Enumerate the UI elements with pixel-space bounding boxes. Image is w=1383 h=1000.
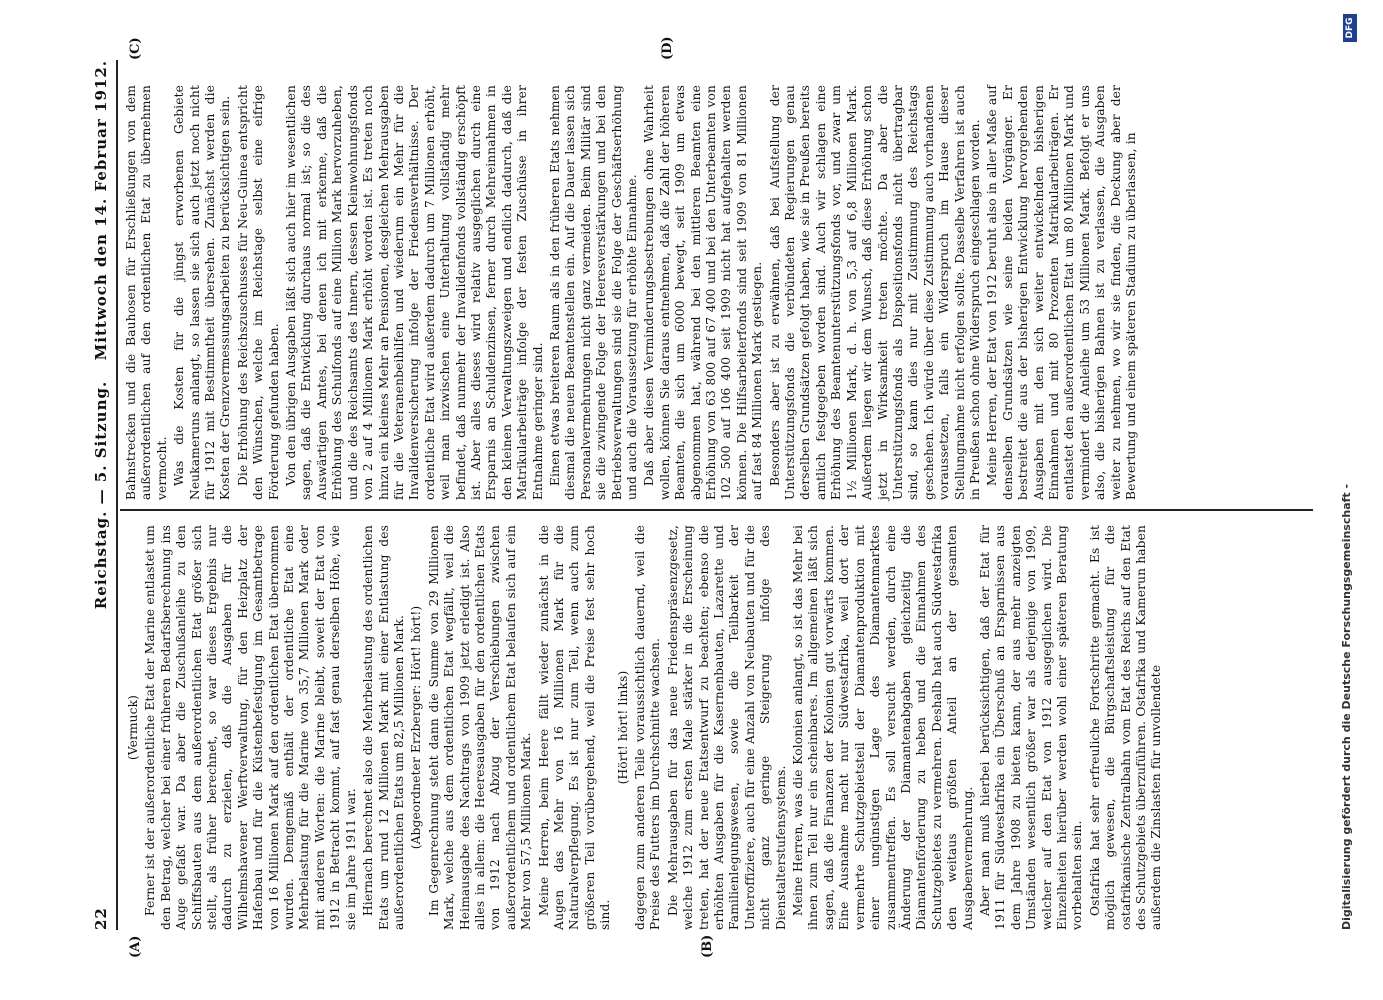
paragraph: Ostafrika hat sehr erfreuliche Fortschritte gemacht. Es ist möglich gewesen, die Bürgschaftsleistung für die ostafrikanische Zentralbahn vom Etat des Reichs auf den Etat des Schutzgebiets überzuführen. Ostafrika und Kamerun haben außerdem die Zinslasten für unvollendete bbox=[1087, 525, 1164, 930]
paragraph: Einen etwas breiteren Raum als in den früheren Etats nehmen diesmal die neuen Beamtenstellen ein. Auf die Dauer lassen sich Personalvermehrungen nicht ganz vermeiden. Beim Militär sind sie die zwingende Folge der Heeresverstärkungen und bei den Betriebsverwaltungen sind sie die Folge der Geschäftserhöhung und auch die Voraussetzung für erhöhte Einnahme. bbox=[547, 85, 639, 500]
margin-marker-c: (C) bbox=[128, 37, 143, 60]
paragraph: Daß aber diesen Verminderungsbestrebungen ohne Wahrheit wollen, können Sie daraus entnehmen, daß die Zahl der höheren Beamten, die sich um 6000 bewegt, seit 1909 um etwas abgenommen hat, während bei den mittleren Beamten eine Erhöhung von 63 800 auf 67 400 und bei den Unterbeamten von 102 500 auf 106 400 seit 1909 nicht hat aufgehalten werden können. Die Hilfsarbeiterfonds sind seit 1909 von 81 Millionen auf fast 84 Millionen Mark gestiegen. bbox=[642, 85, 765, 500]
column-rule bbox=[120, 509, 1313, 511]
paragraph: Die Erhöhung des Reichszuschusses für Neu-Guinea entspricht den Wünschen, welche im Reichstage selbst eine eifrige Förderung gefunden haben. bbox=[235, 85, 281, 500]
margin-marker-b: (B) bbox=[700, 934, 715, 958]
interjection: (Abgeordneter Erzberger: Hört! hört!) bbox=[409, 605, 424, 850]
paragraph: (Vermuck) bbox=[126, 694, 140, 761]
paragraph: Hiernach berechnet also die Mehrbelastung des ordentlichen Etats um rund 12 Millionen Mark mit einer Entlastung des außerordentlichen Etats um 82,5 Millionen Mark. bbox=[361, 525, 406, 930]
paragraph: Aber man muß hierbei berücksichtigen, daß der Etat für 1911 für Südwestafrika ein Überschuß an Ersparnissen aus dem Jahre 1908 zu bieten kann, der aus mehr anzeigten Umständen wesentlich größer war als derjenige von 1909, welcher auf den Etat von 1912 ausgeglichen wird. Die Einzelheiten hierüber werden wohl einer späteren Beratung vorbehalten sein. bbox=[977, 525, 1085, 930]
right-column bbox=[124, 85, 1301, 500]
paragraph: dagegen zum anderen Teile voraussichtlich dauernd, weil die Preise des Futters im Durchschnitte wachsen. bbox=[633, 525, 663, 930]
paragraph: Meine Herren, der Etat von 1912 beruht also in aller Maße auf denselben Grundsätzen wie seine beiden Vorgänger. Er bestreitet die aus der bisherigen Entwicklung hervorgehenden Ausgaben mit den sich weiter entwickelnden bisherigen Einnahmen und mit 80 Prozenten Matrikularbeiträgen. Er entlastet den außerordentlichen Etat um 80 Millionen Mark und vermindert die Anleihe um 53 Millionen Mark. Befolgt er uns also, die bisherigen Bahnen ist zu verlassen, die Ausgaben weiter zu nehmen, wo wir sie finden, die Deckung aber der Bewertung und einem späteren Stadium zu überlassen, in bbox=[985, 85, 1138, 500]
paragraph: Meine Herren, beim Heere fällt wieder zunächst in die Augen das Mehr von 16 Millionen Mark für die Naturalverpflegung. Es ist nur zum Teil, wenn auch zum größeren Teil vorübergehend, weil die Preise fest sehr hoch sind. bbox=[536, 525, 613, 930]
digitization-credit: Digitalisierung gefördert durch die Deutsche Forschungsgemeinschaft - bbox=[1340, 483, 1353, 930]
page-title: Reichstag. — 5. Sitzung. bbox=[92, 380, 110, 610]
page-header bbox=[92, 60, 114, 930]
left-column bbox=[124, 525, 1301, 930]
paragraph: Meine Herren, was die Kolonien anlangt, so ist das Mehr bei ihnen zum Teil nur ein scheinbares. Im allgemeinen läßt sich sagen, daß die Finanzen der Kolonien gut vorwärts kommen. Eine Ausnahme macht nur Südwestafrika, weil dort der vermehrte Schutzgebietsteil der Diamantenproduktion mit einer ungünstigen Lage des Diamantenmarktes zusammentreffen. Es soll versucht werden, durch eine Änderung der Diamantenabgaben gleichzeitig die Diamantenförderung zu heben und die Einnahmen des Schutzgebietes zu vermehren. Deshalb hat auch Südwestafrika den weitaus größten Anteil an der gesamten Ausgabenvermehrung. bbox=[791, 525, 975, 930]
paragraph: Bahnstrecken und die Bauhosen für Erschließungen von dem außerordentlichen auf den ordentlichen Etat zu übernehmen vermocht. bbox=[124, 85, 169, 500]
paragraph: Von den übrigen Ausgaben läßt sich auch hier im wesentlichen sagen, daß die Entwicklung durchaus normal ist; so die des Auswärtigen Amtes, bei denen ich mit erkenne, daß die Erhöhung des Schulfonds auf eine Million Mark hervorzuheben, und die des Reichsamts des Innern, dessen Kleinwohnungsfonds von 2 auf 4 Millionen Mark erhöht worden ist. Es treten noch hinzu ein kleines Mehr an Pensionen, desgleichen Mehrausgaben für die Veteranenbeihilfen und wiederum ein Mehr für die Invalidenversicherung infolge der Friedensverhältnisse. Der ordentliche Etat wird außerdem dadurch um 7 Millionen erhöht, weil man inzwischen eine Unterhaltung vollständig mehr befindet, daß nunmehr der Invalidenfonds vollständig erschöpft ist. Aber alles dieses wird relativ ausgeglichen durch eine Ersparnis an Schuldenzinsen, ferner durch Mehreinnahmen in den kleinen Verwaltungszweigen und endlich dadurch, daß die Matrikularbeiträge infolge der festen Zuschüsse in ihrer Entnahme geringer sind. bbox=[284, 85, 545, 500]
paragraph: Die Mehrausgaben für das neue Friedenspräsenzgesetz, welche 1912 zum ersten Male stärker in die Erscheinung treten, hat der neue Etatsentwurf zu beachten; ebenso die erhöhten Ausgaben für die Kasernenbauten, Lazarette und Familienlegungswesen, sowie die Teilbarkeit der Unteroffiziere, auch für eine Anzahl von Neubauten und für die nicht ganz geringe Steigerung infolge des Dienstalterstufensystems. bbox=[665, 525, 788, 930]
interjection: (Hört! hört! links) bbox=[615, 670, 630, 785]
margin-marker-d: (D) bbox=[660, 36, 675, 60]
paragraph: Was die Kosten für die jüngst erworbenen Gebiete Neukameruns anlangt, so lassen sie sich auch jetzt noch nicht für 1912 mit Bestimmtheit übersehen. Zunächst werden die Kosten der Grenzvermessungsarbeiten zu berücksichtigen sein. bbox=[172, 85, 233, 500]
paragraph: Im Gegenrechnung steht dann die Summe von 29 Millionen Mark, welche aus dem ordentlichen Etat wegfällt, weil die Heimausgabe des Nachtrags von 1909 jetzt erledigt ist. Also alles in allem: die Heeresausgaben für den ordentlichen Etats von 1912 nach Abzug der Verschiebungen zwischen außerordentlichem und ordentlichem Etat belaufen sich auf ein Mehr von 57,5 Millionen Mark. bbox=[426, 525, 534, 930]
session-date: Mittwoch den 14. Februar 1912. bbox=[92, 60, 110, 361]
paragraph: Besonders aber ist zu erwähnen, daß bei Aufstellung der Unterstützungsfonds die verbündeten Regierungen genau derselben Grundsätzen gefolgt haben, wie sie in Preußen bereits amtlich festgegeben worden sind. Auch wir schlagen eine Erhöhung des Beamtenunterstützungsfonds vor, und zwar um 1½ Millionen Mark, d. h. von 5,3 auf 6,8 Millionen Mark. Außerdem liegen wir dem Wunsch, daß diese Erhöhung schon jetzt in Wirksamkeit treten möchte. Da aber die Unterstützungsfonds als Dispositionsfonds nicht übertragbar sind, so kann dies nur mit Zustimmung des Reichstags geschehen. Ich würde über diese Zustimmung auch vorhandenen voraussetzen, falls ein Widerspruch im Hause dieser Stellungnahme nicht erfolgen sollte. Dasselbe Verfahren ist auch in Preußen schon ohne Widerspruch eingeschlagen worden. bbox=[767, 85, 982, 500]
margin-marker-a: (A) bbox=[128, 935, 143, 958]
page-number: 22 bbox=[92, 907, 110, 930]
header-rule bbox=[116, 60, 118, 930]
dfg-logo: DFG bbox=[1343, 14, 1357, 42]
paragraph: Ferner ist der außerordentliche Etat der Marine entlastet um den Betrag, welcher bei einer früheren Bedarfsberechnung ins Auge gefaßt war. Da aber die Zuschußanleihe zu den Schiffsbauten aus dem außerordentlichen Etat größer sich stellt, als früher berechnet, so war dieses Ergebnis nur dadurch zu erzielen, daß die Ausgaben für die Wilhelmshavener Werftverwaltung, für den Heizplatz der Hafenbau und für die Küstenbefestigung im Gesamtbetrage von 16 Millionen Mark auf den ordentlichen Etat übernommen wurden. Demgemäß enthält der ordentliche Etat eine Mehrbelastung für die Marine von 35,7 Millionen Mark oder mit anderen Worten: die Marine bleibt, soweit der Etat von 1912 in Betracht kommt, auf fast genau derselben Höhe, wie sie im Jahre 1911 war. bbox=[143, 525, 358, 930]
